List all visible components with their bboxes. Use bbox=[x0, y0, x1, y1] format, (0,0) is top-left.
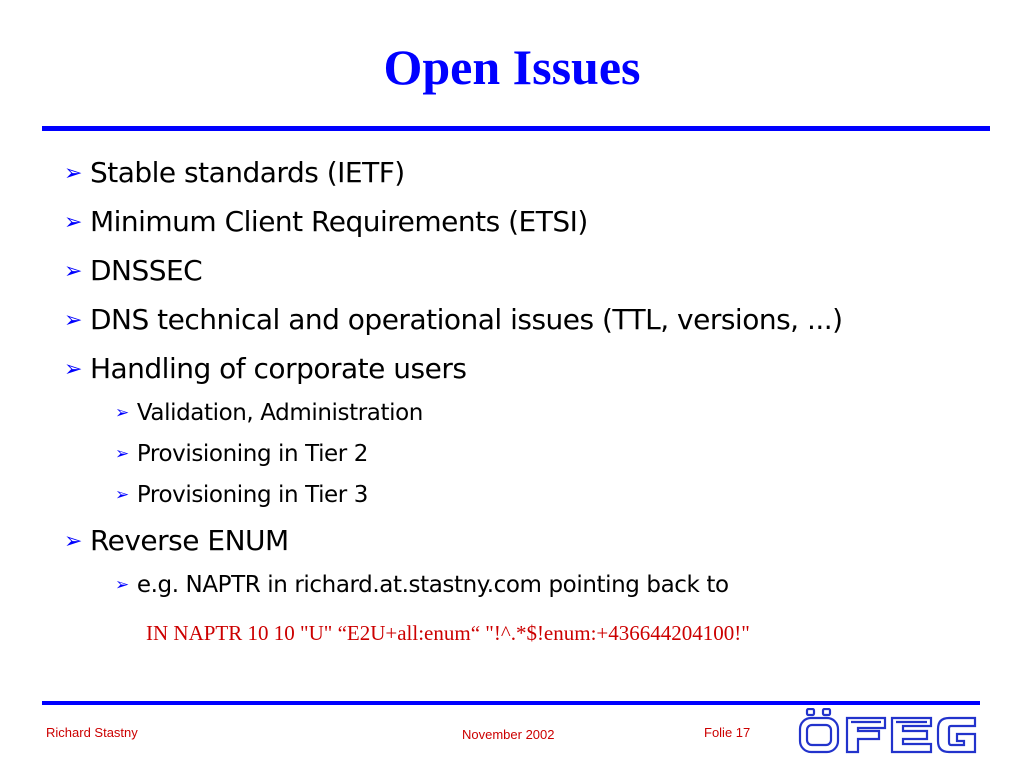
bullet-text: Reverse ENUM bbox=[89, 524, 289, 557]
top-divider bbox=[42, 126, 990, 131]
bullet-item bbox=[64, 352, 466, 385]
naptr-record: IN NAPTR 10 10 "U" “E2U+all:enum“ "!^.*$!enum:+436644204100!" bbox=[146, 621, 750, 645]
arrow-right-icon: ➢ bbox=[64, 357, 82, 382]
arrow-right-icon: ➢ bbox=[64, 210, 82, 235]
bottom-divider bbox=[42, 701, 980, 705]
bullet-text: Validation, Administration bbox=[136, 400, 423, 426]
slide-title: Open Issues bbox=[383, 39, 641, 95]
ofeg-logo bbox=[797, 708, 981, 756]
bullet-item bbox=[64, 303, 843, 336]
footer-author: Richard Stastny bbox=[46, 725, 138, 740]
bullet-text: Provisioning in Tier 2 bbox=[136, 441, 369, 467]
sub-bullet-item bbox=[115, 482, 368, 508]
arrow-right-icon: ➢ bbox=[115, 485, 129, 505]
bullet-text: e.g. NAPTR in richard.at.stastny.com pointing back to bbox=[136, 572, 729, 598]
footer-date: November 2002 bbox=[462, 727, 555, 742]
bullet-text: DNS technical and operational issues (TTL, versions, ...) bbox=[89, 303, 843, 336]
bullet-item bbox=[64, 524, 289, 557]
bullet-item bbox=[64, 156, 405, 189]
bullet-text: Handling of corporate users bbox=[89, 352, 467, 385]
bullet-text: Minimum Client Requirements (ETSI) bbox=[89, 205, 588, 238]
arrow-right-icon: ➢ bbox=[64, 529, 82, 554]
sub-bullet-item bbox=[115, 400, 423, 426]
bullet-item bbox=[64, 205, 588, 238]
arrow-right-icon: ➢ bbox=[115, 403, 129, 423]
arrow-right-icon: ➢ bbox=[64, 259, 82, 284]
sub-bullet-item bbox=[115, 572, 729, 598]
arrow-right-icon: ➢ bbox=[115, 575, 129, 595]
arrow-right-icon: ➢ bbox=[115, 444, 129, 464]
bullet-text: DNSSEC bbox=[89, 254, 203, 287]
footer-page-number: Folie 17 bbox=[704, 725, 751, 740]
arrow-right-icon: ➢ bbox=[64, 308, 82, 333]
sub-bullet-item bbox=[115, 441, 368, 467]
bullet-item bbox=[64, 254, 202, 287]
bullet-text: Stable standards (IETF) bbox=[89, 156, 405, 189]
arrow-right-icon: ➢ bbox=[64, 161, 82, 186]
bullet-text: Provisioning in Tier 3 bbox=[136, 482, 369, 508]
